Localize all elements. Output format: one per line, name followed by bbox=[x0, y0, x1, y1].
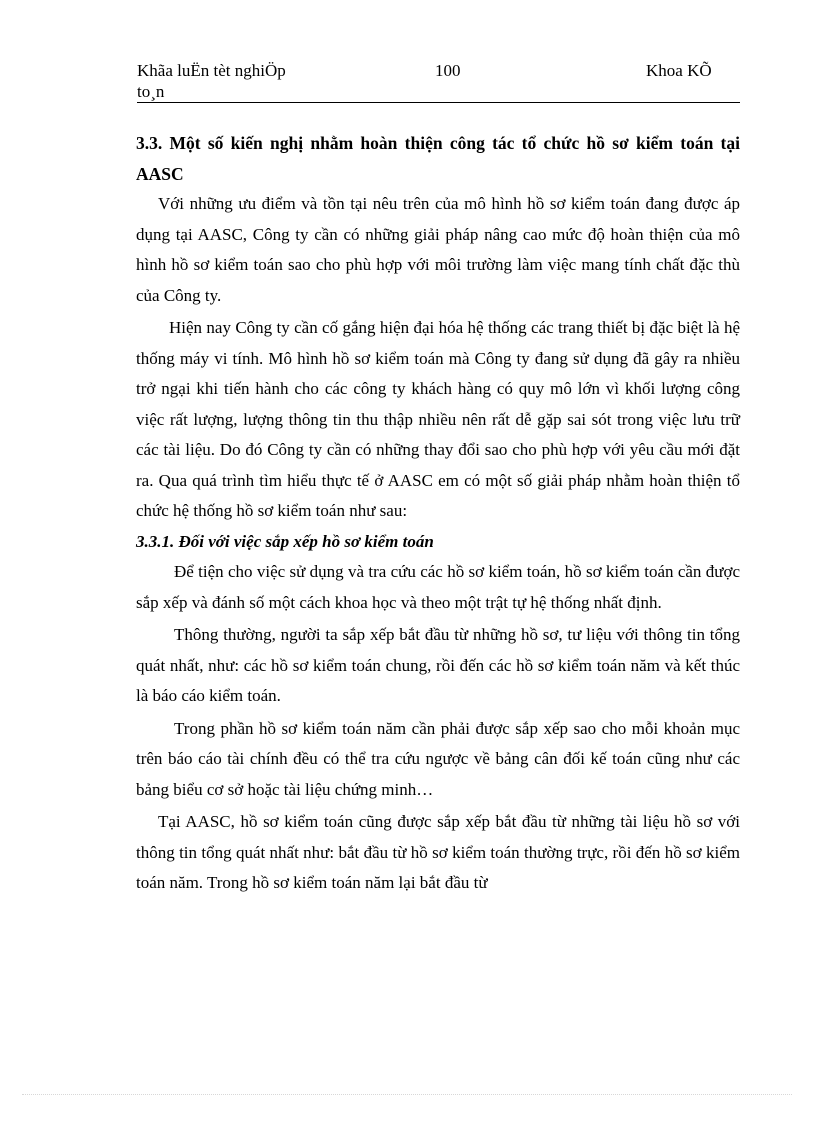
header-left-line1: Khãa luËn tèt nghiÖp bbox=[137, 61, 286, 80]
header-faculty-label: Khoa KÕ bbox=[646, 61, 712, 80]
paragraph-intro: Với những ưu điểm và tồn tại nêu trên của mô hình hồ sơ kiểm toán đang được áp dụng tại AASC, Công ty cần có những giải pháp nâng cao mức độ hoàn thiện của mô hình hồ sơ kiểm toán sao cho phù hợp với môi trường làm việc mang tính chất đặc thù của Công ty. bbox=[136, 194, 740, 305]
paragraph-annual-file: Trong phần hồ sơ kiểm toán năm cần phải được sắp xếp sao cho mỗi khoản mục trên báo cáo tài chính đều có thể tra cứu ngược về bảng cân đối kế toán cũng như các bảng biểu cơ sở hoặc tài liệu chứng minh… bbox=[136, 718, 740, 799]
section-title: 3.3. Một số kiến nghị nhằm hoàn thiện công tác tổ chức hồ sơ kiểm toán tại AASC bbox=[136, 133, 740, 184]
paragraph-aasc-practice: Tại AASC, hồ sơ kiểm toán cũng được sắp xếp bắt đầu từ những tài liệu hồ sơ với thông tin tổng quát nhất như: bắt đầu từ hồ sơ kiểm toán thường trực, rồi đến hồ sơ kiểm toán năm. Trong hồ sơ kiểm toán năm lại bắt đầu từ bbox=[136, 812, 740, 892]
paragraph-modernization: Hiện nay Công ty cần cố gắng hiện đại hóa hệ thống các trang thiết bị đặc biệt là hệ thống máy vi tính. Mô hình hồ sơ kiểm toán mà Công ty đang sử dụng đã gây ra nhiều trở ngại khi tiến hành cho các công ty khách hàng có quy mô lớn vì khối lượng công việc rất lượng, lượng thông tin thu thập nhiều nên rất dễ gặp sai sót trong việc lưu trữ các tài liệu. Do đó Công ty cần có những thay đổi sao cho phù hợp với yêu cầu mới đặt ra. Qua quá trình tìm hiểu thực tế ở AASC em có một số giải pháp nhằm hoàn thiện tổ chức hệ thống hồ sơ kiểm toán như sau: bbox=[136, 318, 740, 520]
document-body bbox=[136, 128, 740, 899]
page-bottom-divider bbox=[22, 1094, 792, 1095]
subsection-title: 3.3.1. Đối với việc sắp xếp hồ sơ kiểm toán bbox=[136, 531, 434, 551]
page-number: 100 bbox=[435, 61, 461, 80]
header-thesis-label bbox=[137, 60, 327, 102]
page-header bbox=[137, 58, 740, 103]
paragraph-general-order: Thông thường, người ta sắp xếp bắt đầu từ những hồ sơ, tư liệu với thông tin tổng quát nhất, như: các hồ sơ kiểm toán chung, rồi đến các hồ sơ kiểm toán năm và kết thúc là báo cáo kiểm toán. bbox=[136, 625, 740, 705]
paragraph-arrangement: Để tiện cho việc sử dụng và tra cứu các hồ sơ kiểm toán, hồ sơ kiểm toán cần được sắp xếp và đánh số một cách khoa học và theo một trật tự hệ thống nhất định. bbox=[136, 562, 740, 612]
header-left-line2: to¸n bbox=[137, 82, 165, 101]
